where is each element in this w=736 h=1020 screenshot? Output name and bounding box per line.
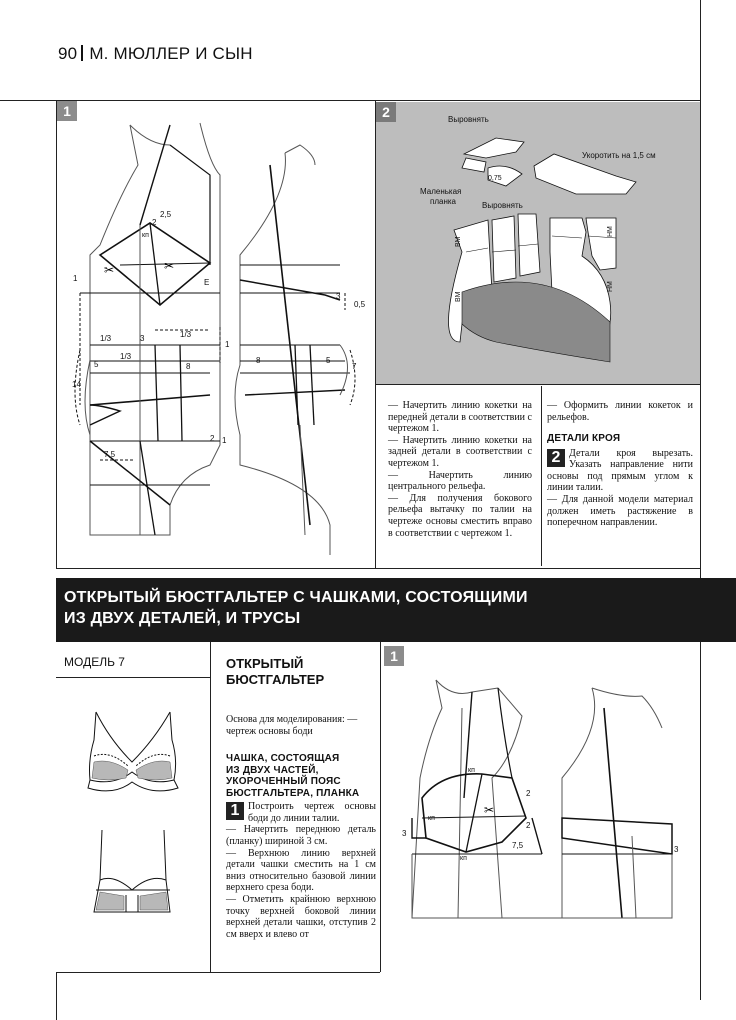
scissors-icon: ✂	[164, 259, 175, 273]
fig2-label-nm: НМ	[607, 281, 614, 292]
gray-panel-bottom-rule	[376, 384, 700, 385]
text-column-divider	[541, 386, 542, 566]
fig3-label: 2	[526, 821, 531, 830]
model-label: МОДЕЛЬ 7	[64, 655, 125, 669]
scissors-icon: ✂	[484, 803, 495, 817]
fig1-label: кп	[142, 232, 149, 239]
section-title-line: ОТКРЫТЫЙ БЮСТГАЛЬТЕР С ЧАШКАМИ, СОСТОЯЩИМИ	[64, 589, 528, 606]
instruction-item: — Начертить линию кокетки на передней детали в соответствии с чертежом 1.	[388, 400, 532, 435]
right-rule	[700, 0, 701, 1000]
bra-subheading	[226, 753, 376, 799]
bra-text-bottom-rule	[210, 972, 380, 973]
fig2-label-level: Выровнять	[482, 201, 523, 210]
figure-3-badge: 1	[384, 646, 404, 666]
fig3-label: кп	[460, 855, 467, 862]
step-text: Детали кроя вырезать. Указать направление нити основы под прямым углом к линии талии.	[547, 447, 693, 494]
fig1-label: 14	[72, 380, 81, 389]
fig1-label: E	[204, 278, 210, 287]
figure-1-drawing	[60, 105, 372, 565]
fig1-label: 1	[222, 436, 227, 445]
fig1-label: 5	[326, 356, 331, 365]
fig1-label: 3	[140, 334, 145, 343]
fig1-label: 2,5	[160, 210, 172, 219]
fig1-label: 8	[186, 362, 191, 371]
page-header	[58, 44, 253, 64]
basis-note: Основа для моделирования: — чертеж основы боди	[226, 714, 358, 737]
fig1-label: 1/3	[120, 352, 132, 361]
fig2-label-shorten: Укоротить на 1,5 см	[582, 151, 656, 160]
figure-2-drawing	[376, 102, 700, 384]
fig1-label: 2	[210, 434, 215, 443]
section-title-line: ИЗ ДВУХ ДЕТАЛЕЙ, И ТРУСЫ	[64, 610, 301, 627]
left-rule-top	[56, 100, 57, 568]
scissors-icon: ✂	[104, 263, 115, 277]
page-number: 90	[58, 44, 78, 63]
bra-text-left-rule	[210, 642, 211, 972]
cut-details-heading: ДЕТАЛИ КРОЯ	[547, 433, 621, 445]
step-number-badge: 2	[547, 449, 565, 467]
fig1-label: 1/3	[180, 330, 192, 339]
instruction-item: — Отметить крайнюю верхнюю точку верхней боковой линии верхней детали чашки, отступив 2 см вверх и влево от	[226, 893, 376, 940]
bra-subheading-line: БЮСТГАЛЬТЕРА, ПЛАНКА	[226, 787, 360, 799]
header-divider	[81, 45, 83, 61]
fig1-label: 3	[336, 292, 341, 301]
figure-1-badge: 1	[57, 101, 77, 121]
fig2-label-vm: ВМ	[455, 236, 462, 247]
model-bottom-rule	[56, 972, 210, 973]
fig1-label: 1	[73, 274, 78, 283]
section-title-banner	[56, 578, 736, 642]
instruction-item: — Начертить линию кокетки на задней детали в соответствии с чертежом 1.	[388, 434, 532, 469]
top-section-rule	[56, 568, 700, 569]
publisher-name: М. МЮЛЛЕР И СЫН	[89, 44, 253, 63]
instruction-item: — Начертить переднюю деталь (планку) шириной 3 см.	[226, 824, 376, 847]
instructions-left-column	[388, 400, 532, 539]
fig3-label: кп	[428, 815, 435, 822]
fig3-label: 7,5	[512, 841, 524, 850]
bra-title-line: БЮСТГАЛЬТЕР	[226, 672, 325, 687]
fig3-label: 3	[674, 845, 679, 854]
bra-title	[226, 656, 376, 688]
fig1-label: 2	[152, 218, 157, 227]
fig2-label-vm: ВМ	[455, 291, 462, 302]
instruction-item: — Оформить линии кокеток и рельефов.	[547, 400, 693, 423]
instruction-item: — Для получения бокового рельефа вытачку по талии на чертеже основы сместить вправо в соответствии с чертежом 1.	[388, 492, 532, 539]
bra-subheading-line: ИЗ ДВУХ ЧАСТЕЙ,	[226, 764, 319, 776]
fig1-label: 8	[256, 356, 261, 365]
step-number-badge: 1	[226, 802, 244, 820]
figure-2-badge: 2	[376, 102, 396, 122]
fig1-label: 5	[94, 360, 99, 369]
bra-subheading-line: ЧАШКА, СОСТОЯЩАЯ	[226, 753, 340, 765]
fig1-label: 1	[225, 340, 230, 349]
figure-3-drawing	[392, 668, 692, 968]
step-text: Построить чертеж основы боди до линии талии.	[248, 801, 376, 824]
fig1-label: 1/3	[100, 334, 112, 343]
fig2-label-level: Выровнять	[448, 115, 489, 124]
left-rule-bottom	[56, 972, 57, 1020]
model-label-rule	[56, 677, 210, 678]
instruction-item: — Верхнюю линию верхней детали чашки сместить на 1 см вниз относительно базовой линии верхнего среза боди.	[226, 847, 376, 894]
instruction-note: — Для данной модели материал должен иметь растяжение в поперечном направлении.	[547, 494, 693, 529]
bra-illustration	[74, 700, 194, 940]
bra-title-line: ОТКРЫТЫЙ	[226, 656, 304, 671]
fig1-label: 7,5	[104, 450, 116, 459]
fig3-label: 3	[402, 829, 407, 838]
bra-text-column	[226, 656, 376, 940]
bra-subheading-line: УКОРОЧЕННЫЙ ПОЯС	[226, 776, 341, 788]
fig1-label: 0,5	[354, 300, 366, 309]
bra-instructions	[226, 801, 376, 940]
instructions-right-column	[547, 400, 693, 529]
fig2-label-value: 0,75	[488, 175, 502, 182]
fig3-label: кп	[468, 767, 475, 774]
fig2-label-nm: НМ	[607, 226, 614, 237]
fig2-label-strip: Маленькая	[420, 187, 462, 196]
fig2-label-strip: планка	[430, 197, 456, 206]
instruction-item: — Начертить линию центрального рельефа.	[388, 469, 532, 493]
top-rule	[0, 100, 700, 101]
fig3-label: 2	[526, 789, 531, 798]
bra-text-right-rule	[380, 642, 381, 972]
fig1-label: 7	[352, 362, 357, 371]
